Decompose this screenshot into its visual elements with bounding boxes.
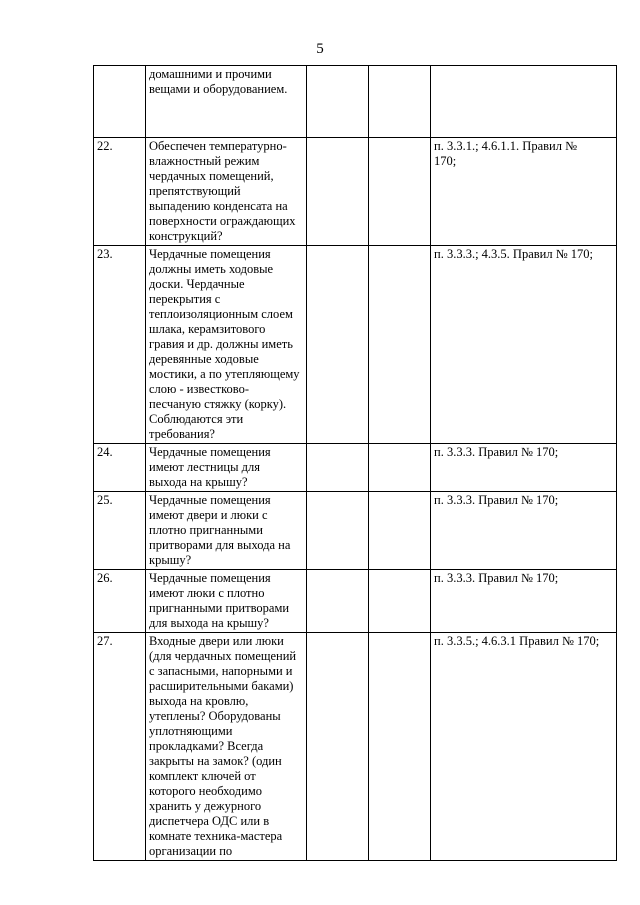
- question-text: домашними и прочими вещами и оборудованием.: [149, 67, 288, 96]
- question-cell: [146, 246, 307, 444]
- reference-text: п. 3.3.5.; 4.6.3.1 Правил № 170;: [434, 634, 600, 648]
- inspection-table: [93, 65, 617, 861]
- question-cell: [146, 570, 307, 633]
- reference-text: п. 3.3.3. Правил № 170;: [434, 445, 559, 459]
- reference-cell: [431, 633, 617, 861]
- table-row: [94, 444, 617, 492]
- reference-cell: [431, 570, 617, 633]
- row-number: 23.: [94, 246, 146, 444]
- question-text: Чердачные помещения имеют двери и люки с плотно пригнанными притворами для выхода на крышу?: [149, 493, 291, 567]
- answer-cell-1: [307, 138, 369, 246]
- row-number: 24.: [94, 444, 146, 492]
- table-row: [94, 492, 617, 570]
- table-row: [94, 570, 617, 633]
- question-cell: [146, 66, 307, 138]
- table-row: [94, 246, 617, 444]
- table-row: [94, 66, 617, 138]
- question-cell: [146, 633, 307, 861]
- answer-cell-2: [369, 570, 431, 633]
- question-text: Чердачные помещения имеют лестницы для выхода на крышу?: [149, 445, 271, 489]
- row-number: [94, 66, 146, 138]
- answer-cell-2: [369, 633, 431, 861]
- question-cell: [146, 138, 307, 246]
- reference-cell: [431, 66, 617, 138]
- answer-cell-1: [307, 246, 369, 444]
- answer-cell-2: [369, 66, 431, 138]
- row-number: 25.: [94, 492, 146, 570]
- answer-cell-1: [307, 570, 369, 633]
- question-cell: [146, 492, 307, 570]
- reference-text: п. 3.3.1.; 4.6.1.1. Правил № 170;: [434, 139, 577, 168]
- reference-text: п. 3.3.3. Правил № 170;: [434, 493, 559, 507]
- question-text: Чердачные помещения имеют люки с плотно пригнанными притворами для выхода на крышу?: [149, 571, 290, 630]
- answer-cell-1: [307, 492, 369, 570]
- answer-cell-2: [369, 138, 431, 246]
- page-number: 5: [316, 41, 324, 57]
- answer-cell-2: [369, 444, 431, 492]
- answer-cell-1: [307, 444, 369, 492]
- reference-cell: [431, 246, 617, 444]
- answer-cell-2: [369, 492, 431, 570]
- row-number: 26.: [94, 570, 146, 633]
- row-number: 27.: [94, 633, 146, 861]
- question-text: Обеспечен температурно- влажностный режим чердачных помещений, препятствующий выпадению конденсата на поверхности ограждающих конструкций?: [149, 139, 296, 243]
- reference-cell: [431, 138, 617, 246]
- question-text: Входные двери или люки (для чердачных помещений с запасными, напорными и расширительными баками) выхода на кровлю, утеплены? Оборудованы уплотняющими прокладками? Всегда закрыты на замок? (один комплект ключей от которого необходимо хранить у дежурного диспетчера ОДС или в комнате техника-мастера организации по: [149, 634, 297, 858]
- answer-cell-2: [369, 246, 431, 444]
- reference-cell: [431, 492, 617, 570]
- answer-cell-1: [307, 66, 369, 138]
- question-cell: [146, 444, 307, 492]
- table-row: [94, 633, 617, 861]
- table-row: [94, 138, 617, 246]
- row-number: 22.: [94, 138, 146, 246]
- reference-text: п. 3.3.3.; 4.3.5. Правил № 170;: [434, 247, 593, 261]
- reference-cell: [431, 444, 617, 492]
- reference-text: п. 3.3.3. Правил № 170;: [434, 571, 559, 585]
- answer-cell-1: [307, 633, 369, 861]
- question-text: Чердачные помещения должны иметь ходовые доски. Чердачные перекрытия с теплоизоляционным слоем шлака, керамзитового гравия и др. должны иметь деревянные ходовые мостики, а по утепляющему слою - известково- песчаную стяжку (корку). Соблюдаются эти требования?: [149, 247, 300, 441]
